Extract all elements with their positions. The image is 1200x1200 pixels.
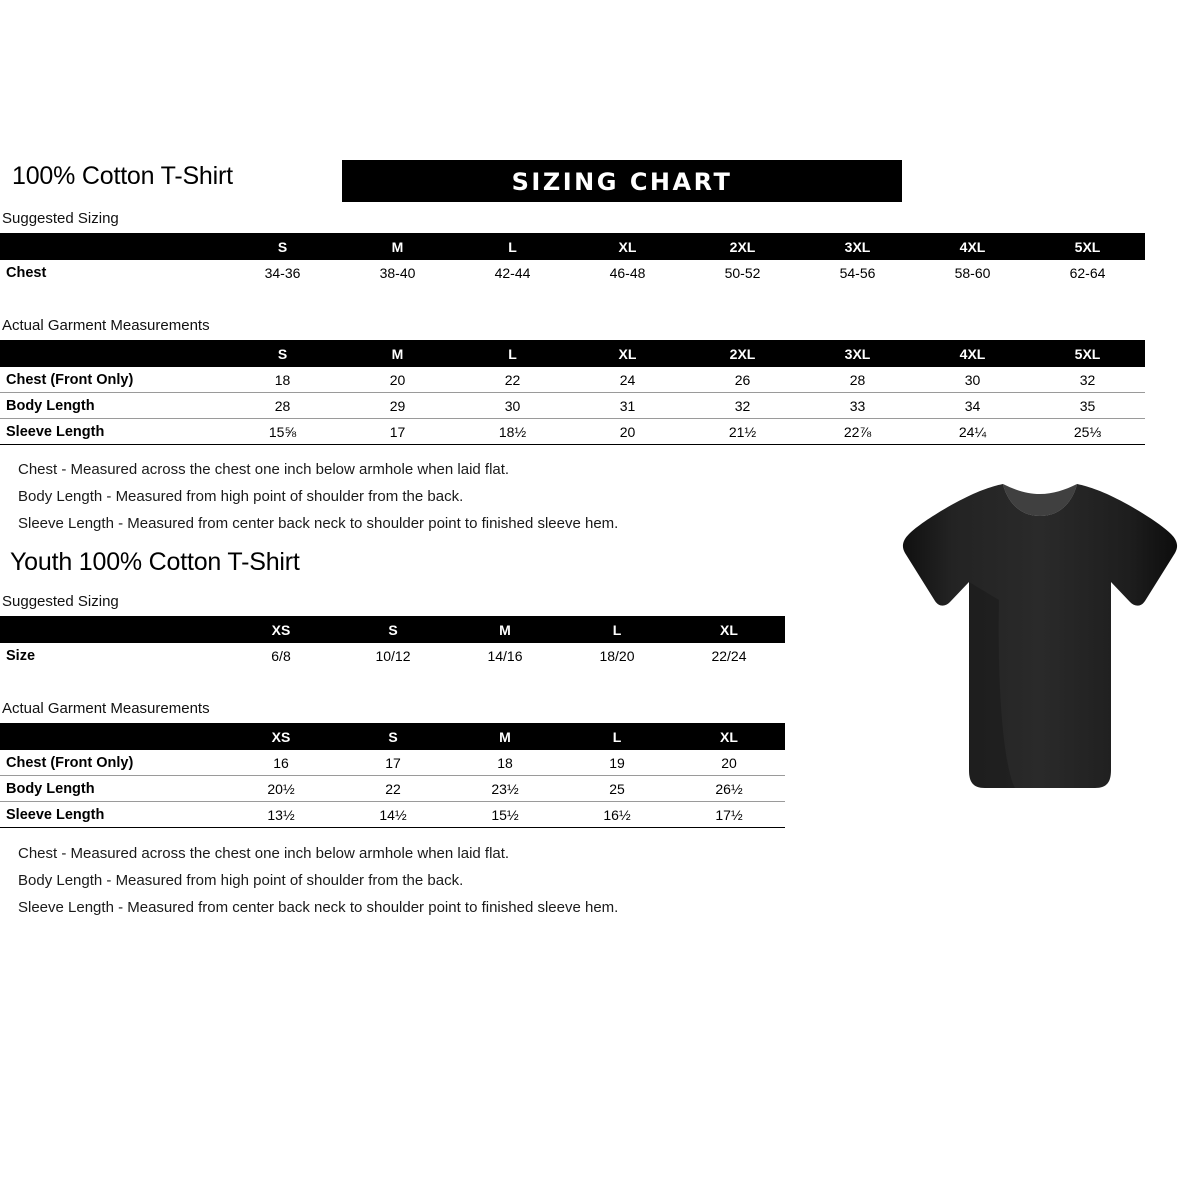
cell: 25 <box>561 776 673 802</box>
adult-note-sleeve-length: Sleeve Length - Measured from center back neck to shoulder point to finished sleeve hem. <box>18 515 619 532</box>
column-header: XS <box>225 616 337 643</box>
cell: 15½ <box>449 802 561 828</box>
cell: 42-44 <box>494 264 531 281</box>
adult-suggested-sizing-table <box>0 233 1145 285</box>
cell: 28 <box>800 367 915 393</box>
column-header: M <box>340 340 455 367</box>
column-header: 3XL <box>800 340 915 367</box>
table-row <box>0 643 785 668</box>
column-header: XL <box>570 233 685 260</box>
t-shirt-image <box>895 470 1185 810</box>
table-row <box>0 393 1145 419</box>
youth-note-sleeve-length: Sleeve Length - Measured from center back neck to shoulder point to finished sleeve hem. <box>18 899 619 916</box>
column-header: XL <box>673 616 785 643</box>
table-header-row <box>0 233 1145 260</box>
cell: 22/24 <box>711 647 747 664</box>
cell: 58-60 <box>954 264 991 281</box>
adult-garment-measurements-label: Actual Garment Measurements <box>2 317 210 334</box>
cell: 16½ <box>561 802 673 828</box>
table-row <box>0 776 785 802</box>
column-header: S <box>225 233 340 260</box>
cell: 25⅓ <box>1030 419 1145 445</box>
table-row <box>0 802 785 828</box>
cell: 38-40 <box>379 264 416 281</box>
cell: 31 <box>570 393 685 419</box>
cell: 24¼ <box>915 419 1030 445</box>
column-header: 4XL <box>915 233 1030 260</box>
column-header <box>0 616 225 643</box>
cell: 32 <box>685 393 800 419</box>
cell: 28 <box>225 393 340 419</box>
column-header: L <box>455 233 570 260</box>
sizing-chart-banner <box>342 160 902 202</box>
cell: 35 <box>1030 393 1145 419</box>
cell: 13½ <box>225 802 337 828</box>
table-header-row <box>0 616 785 643</box>
youth-garment-measurements-table <box>0 723 785 828</box>
row-label: Body Length <box>0 393 225 419</box>
cell: 20 <box>340 367 455 393</box>
cell: 19 <box>561 750 673 776</box>
row-label: Sleeve Length <box>0 802 225 828</box>
row-label: Size <box>6 647 36 664</box>
column-header: XS <box>225 723 337 750</box>
cell: 15⅝ <box>225 419 340 445</box>
table-header-row <box>0 340 1145 367</box>
row-label: Chest (Front Only) <box>0 750 225 776</box>
youth-suggested-sizing-table <box>0 616 785 668</box>
column-header: 2XL <box>685 233 800 260</box>
cell: 20 <box>673 750 785 776</box>
table-header-row <box>0 723 785 750</box>
adult-note-body-length: Body Length - Measured from high point of shoulder from the back. <box>18 488 464 505</box>
adult-header-row <box>12 160 902 202</box>
cell: 17 <box>337 750 449 776</box>
cell: 22⅞ <box>800 419 915 445</box>
cell: 18 <box>449 750 561 776</box>
cell: 18½ <box>455 419 570 445</box>
cell: 17 <box>340 419 455 445</box>
cell: 22 <box>337 776 449 802</box>
column-header: 3XL <box>800 233 915 260</box>
cell: 33 <box>800 393 915 419</box>
cell: 16 <box>225 750 337 776</box>
youth-suggested-sizing-label: Suggested Sizing <box>2 593 119 610</box>
adult-note-chest: Chest - Measured across the chest one inch below armhole when laid flat. <box>18 461 510 478</box>
cell: 46-48 <box>609 264 646 281</box>
cell: 24 <box>570 367 685 393</box>
cell: 20½ <box>225 776 337 802</box>
column-header: L <box>455 340 570 367</box>
cell: 32 <box>1030 367 1145 393</box>
column-header: S <box>337 616 449 643</box>
column-header: M <box>449 723 561 750</box>
cell: 26 <box>685 367 800 393</box>
row-label: Body Length <box>0 776 225 802</box>
row-label: Chest (Front Only) <box>0 367 225 393</box>
cell: 22 <box>455 367 570 393</box>
row-label: Sleeve Length <box>0 419 225 445</box>
youth-note-chest: Chest - Measured across the chest one inch below armhole when laid flat. <box>18 845 510 862</box>
cell: 14/16 <box>487 647 523 664</box>
column-header: XL <box>570 340 685 367</box>
cell: 34-36 <box>264 264 301 281</box>
column-header <box>0 233 225 260</box>
column-header: 4XL <box>915 340 1030 367</box>
cell: 20 <box>570 419 685 445</box>
adult-title: 100% Cotton T-Shirt <box>12 162 233 190</box>
column-header: 5XL <box>1030 340 1145 367</box>
cell: 54-56 <box>839 264 876 281</box>
column-header <box>0 723 225 750</box>
cell: 18 <box>225 367 340 393</box>
cell: 50-52 <box>724 264 761 281</box>
cell: 23½ <box>449 776 561 802</box>
column-header: L <box>561 616 673 643</box>
column-header: M <box>340 233 455 260</box>
column-header <box>0 340 225 367</box>
cell: 21½ <box>685 419 800 445</box>
column-header: 2XL <box>685 340 800 367</box>
cell: 30 <box>915 367 1030 393</box>
table-row <box>0 260 1145 285</box>
cell: 62-64 <box>1069 264 1106 281</box>
adult-garment-measurements-table <box>0 340 1145 445</box>
table-row <box>0 367 1145 393</box>
cell: 30 <box>455 393 570 419</box>
cell: 14½ <box>337 802 449 828</box>
column-header: 5XL <box>1030 233 1145 260</box>
youth-note-body-length: Body Length - Measured from high point of shoulder from the back. <box>18 872 464 889</box>
cell: 10/12 <box>375 647 411 664</box>
column-header: S <box>225 340 340 367</box>
table-row <box>0 750 785 776</box>
cell: 26½ <box>673 776 785 802</box>
row-label: Chest <box>6 264 47 281</box>
sizing-chart-banner-label: SIZING CHART <box>511 168 733 196</box>
cell: 34 <box>915 393 1030 419</box>
cell: 17½ <box>673 802 785 828</box>
adult-suggested-sizing-label: Suggested Sizing <box>2 210 119 227</box>
column-header: M <box>449 616 561 643</box>
table-row <box>0 419 1145 445</box>
column-header: XL <box>673 723 785 750</box>
cell: 18/20 <box>599 647 635 664</box>
column-header: S <box>337 723 449 750</box>
cell: 29 <box>340 393 455 419</box>
youth-garment-measurements-label: Actual Garment Measurements <box>2 700 210 717</box>
column-header: L <box>561 723 673 750</box>
cell: 6/8 <box>271 647 291 664</box>
youth-title: Youth 100% Cotton T-Shirt <box>10 548 300 576</box>
